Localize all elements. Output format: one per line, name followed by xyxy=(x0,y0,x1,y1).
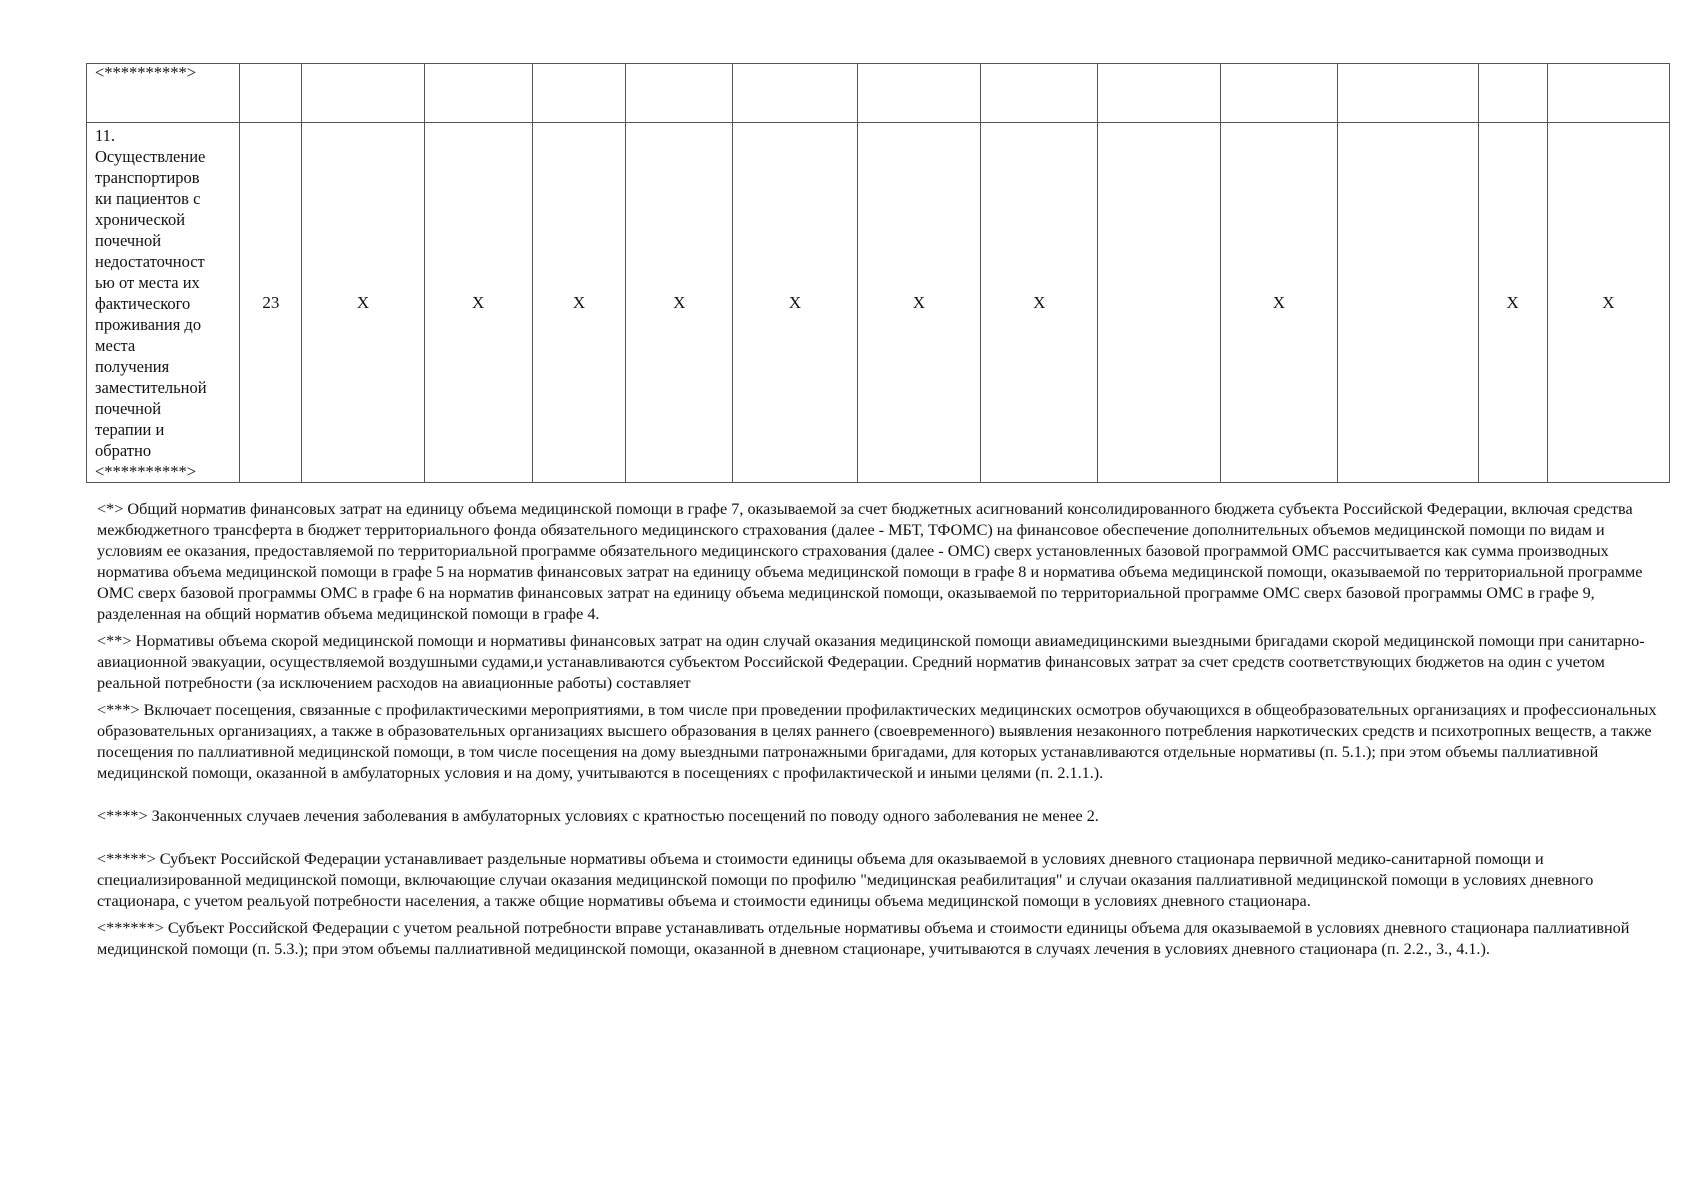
table-cell xyxy=(980,64,1098,123)
table-cell: X xyxy=(1478,123,1547,483)
footnote-2: <**> Нормативы объема скорой медицинской помощи и нормативы финансовых затрат на один случай оказания медицинской помощи авиамедицинскими выездными бригадами скорой медицинской помощи при санитарно-авиационной эвакуации, осуществляемой воздушными судами,и устанавливаются субъектом Российской Федерации. Средний норматив финансовых затрат за счет средств соответствующих бюджетов на один с учетом реальной потребности (за исключением расходов на авиационные работы) составляет xyxy=(97,632,1645,692)
table-cell: X xyxy=(1220,123,1338,483)
table-cell xyxy=(1478,64,1547,123)
footnote-3: <***> Включает посещения, связанные с профилактическими мероприятиями, в том числе при проведении профилактических медицинских осмотров обучающихся в общеобразовательных организациях и профессиональных образовательных организациях, а также в образовательных организациях высшего образования в целях раннего (своевременного) выявления незаконного потребления наркотических средств и психотропных веществ, а также посещения по паллиативной медицинской помощи, в том числе посещения на дому выездными патронажными бригадами, для которых устанавливаются отдельные нормативы (п. 5.1.); при этом объемы паллиативной медицинской помощи, оказанной в амбулаторных условия и на дому, учитываются в посещениях с профилактической и иными целями (п. 2.1.1.). xyxy=(97,701,1657,782)
table-cell: X xyxy=(1547,123,1669,483)
table-cell: X xyxy=(532,123,625,483)
table-cell xyxy=(1098,123,1220,483)
table-cell: X xyxy=(626,123,733,483)
norms-table xyxy=(86,63,1670,483)
table-cell xyxy=(857,64,980,123)
table-cell: X xyxy=(302,123,424,483)
footnote-1: <*> Общий норматив финансовых затрат на единицу объема медицинской помощи в графе 7, оказываемой за счет бюджетных асигнований консолидированного бюджета субъекта Российской Федерации, включая средства межбюджетного трансферта в бюджет территориального фонда обязательного медицинского страхования (далее - МБТ, ТФОМС) на финансовое обеспечение дополнительных объемов медицинской помощи по видам и условиям ее оказания, предоставляемой по территориальной программе обязательного медицинского страхования (далее - ОМС) сверх установленных базовой программой ОМС рассчитывается как сумма производных норматива объема медицинской помощи в графе 5 на норматив финансовых затрат на единицу объема медицинской помощи в графе 8 и норматива объема медицинской помощи, оказываемой по территориальной программе ОМС сверх базовой программы ОМС в графе 6 на норматив финансовых затрат на единицу объема медицинской помощи, оказываемой по территориальной программе ОМС сверх базовой программы ОМС в графе 9, разделенная на общий норматив объема медицинской помощи в графе 4. xyxy=(97,500,1643,623)
table-cell-row-label: 11. Осуществление транспортиров ки пациентов с хронической почечной недостаточност ью от места их фактического проживания до места получения заместительной почечной терапии и обратно <**********> xyxy=(87,123,240,483)
table-cell xyxy=(626,64,733,123)
table-cell-row-code: 23 xyxy=(240,123,302,483)
footnote-4: <****> Законченных случаев лечения заболевания в амбулаторных условиях с кратностью посещений по поводу одного заболевания не менее 2. xyxy=(97,807,1099,825)
table-row xyxy=(87,64,1670,123)
table-cell xyxy=(240,64,302,123)
table-cell-row-label: <**********> xyxy=(87,64,240,123)
table-cell xyxy=(1338,64,1479,123)
table-cell xyxy=(302,64,424,123)
table-cell: X xyxy=(733,123,857,483)
footnote-6: <******> Субъект Российской Федерации с учетом реальной потребности вправе устанавливать отдельные нормативы объема и стоимости единицы объема для оказываемой в условиях дневного стационара паллиативной медицинской помощи (п. 5.3.); при этом объемы паллиативной медицинской помощи, оказанной в дневном стационаре, учитываются в случаях лечения в условиях дневного стационара (п. 2.2., 3., 4.1.). xyxy=(97,919,1630,958)
table-cell xyxy=(424,64,532,123)
table-cell xyxy=(1220,64,1338,123)
table-cell xyxy=(1547,64,1669,123)
table-cell xyxy=(1098,64,1220,123)
table-cell: X xyxy=(980,123,1098,483)
table-cell: X xyxy=(424,123,532,483)
table-cell: X xyxy=(857,123,980,483)
table-row xyxy=(87,123,1670,483)
footnote-5: <*****> Субъект Российской Федерации устанавливает раздельные нормативы объема и стоимости единицы объема для оказываемой в условиях дневного стационара первичной медико-санитарной помощи и специализированной медицинской помощи, включающие случаи оказания медицинской помощи по профилю "медицинская реабилитация" и случаи оказания паллиативной медицинской помощи в условиях дневного стационара, с учетом реальуой потребности населения, а также общие нормативы объема и стоимости единицы объема медицинской помощи в условиях дневного стационара. xyxy=(97,850,1594,910)
table-cell xyxy=(532,64,625,123)
footnotes xyxy=(97,499,1663,966)
table-cell xyxy=(1338,123,1479,483)
table-cell xyxy=(733,64,857,123)
